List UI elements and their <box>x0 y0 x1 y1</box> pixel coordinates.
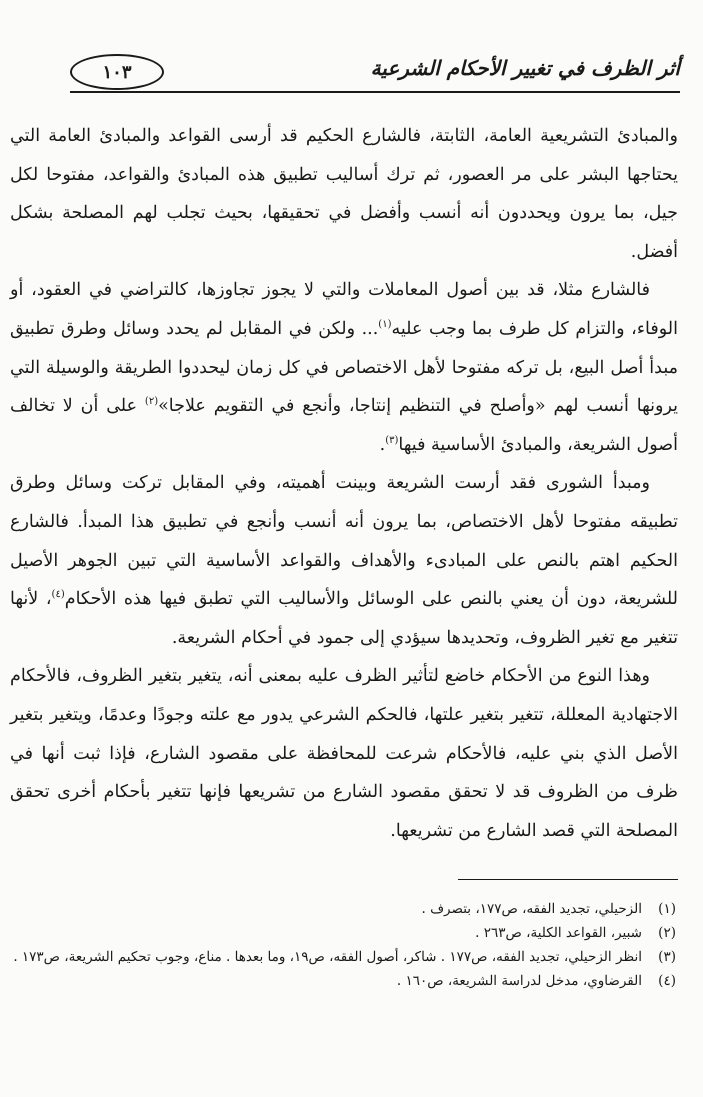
main-text <box>10 117 678 850</box>
footnote-number: (٣) <box>658 949 676 965</box>
footnote-number: (٤) <box>658 973 676 989</box>
footnote-text: القرضاوي، مدخل لدراسة الشريعة، ص١٦٠ . <box>396 973 642 989</box>
footnote-ref-2[interactable]: (٢) <box>144 396 159 408</box>
footnote-4 <box>13 969 676 993</box>
footnote-ref-1[interactable]: (١) <box>378 319 392 331</box>
footnote-ref-4[interactable]: (٤) <box>51 589 65 601</box>
paragraph-2-part-4: . <box>379 434 386 455</box>
footnote-number: (١) <box>658 901 676 917</box>
footnote-text: الزحيلي، تجديد الفقه، ص١٧٧، بتصرف . <box>421 901 642 917</box>
footnote-number: (٢) <box>658 925 676 941</box>
paragraph-2-part-3: على أن لا تخالف أصول الشريعة، والمبادئ الأساسية فيها <box>10 396 678 455</box>
footnote-2 <box>13 921 676 945</box>
paragraph-4: وهذا النوع من الأحكام خاضع لتأثير الظرف عليه بمعنى أنه، يتغير بتغير الظروف، فالأحكام الاجتهادية المعللة، تتغير بتغير علتها، فالحكم الشرعي يدور مع علته وجودًا وعدمًا، ويتغير بتغير الأصل الذي بني عليه، فالأحكام شرعت للمحافظة على مقصود الشارع، فإذا ثبت أنها في ظرف من الظروف قد لا تحقق مقصود الشارع من تشريعها فإنها تتغير بأحكام أخرى تحقق المصلحة التي قصد الشارع من تشريعها. <box>10 666 678 841</box>
paragraph-2-part-2: ... ولكن في المقابل لم يحدد وسائل وطرق تطبيق مبدأ أصل البيع، بل تركه مفتوحا لأهل الاختصاص في كل زمان ليحددوا الطريقة والوسيلة التي يرونها أنسب لهم «وأصلح في التنظيم إنتاجا، وأنجع في التقويم علاجا» <box>10 318 678 417</box>
footnote-1 <box>13 897 676 921</box>
footnote-text: انظر الزحيلي، تجديد الفقه، ص١٧٧ . شاكر، أصول الفقه، ص١٩، وما بعدها . مناع، وجوب تحكيم الشريعة، ص١٧٣ . <box>13 949 642 965</box>
paragraph-2-part-1: فالشارع مثلا، قد بين أصول المعاملات والتي لا يجوز تجاوزها، كالتراضي في العقود، أو الوفاء، والتزام كل طرف بما وجب عليه <box>10 280 678 339</box>
footnote-separator <box>458 879 678 880</box>
footnotes <box>13 897 676 993</box>
paragraph-3-part-2: ، لأنها تتغير مع تغير الظروف، وتحديدها سيؤدي إلى جمود في أحكام الشريعة. <box>10 589 678 648</box>
footnote-ref-3[interactable]: (٣) <box>385 434 399 446</box>
paragraph-2 <box>10 271 678 464</box>
header-rule <box>70 91 680 93</box>
paragraph-3 <box>10 464 678 657</box>
running-title: أثر الظرف في تغيير الأحكام الشرعية <box>370 56 680 80</box>
paragraph-3-part-1: ومبدأ الشورى فقد أرست الشريعة وبينت أهميته، وفي المقابل تركت وسائل وطرق تطبيقه مفتوحا لأهل الاختصاص، بما يرون أنه أنسب وأنجع في تطبيق هذا المبدأ. فالشارع الحكيم اهتم بالنص على المبادىء والأهداف والقواعد الأساسية التي تبين الجوهر الأصيل للشريعة، دون أن يعني بالنص على الوسائل والأساليب التي تطبق فيها هذه الأحكام <box>10 473 678 610</box>
paragraph-1: والمبادئ التشريعية العامة، الثابتة، فالشارع الحكيم قد أرسى القواعد والمبادئ العامة التي يحتاجها البشر على مر العصور، ثم ترك أساليب تطبيق هذه المبادئ والقواعد، مفتوحا لكل جيل، بما يرون ويحددون أنه أنسب وأفضل في تحقيقها، بحيث تجلب لهم المصلحة بشكل أفضل. <box>10 126 678 262</box>
footnote-text: شبير، القواعد الكلية، ص٢٦٣ . <box>475 925 642 941</box>
page-number: ١٠٣ <box>70 54 164 90</box>
running-header <box>70 50 680 96</box>
footnote-3 <box>13 945 676 969</box>
